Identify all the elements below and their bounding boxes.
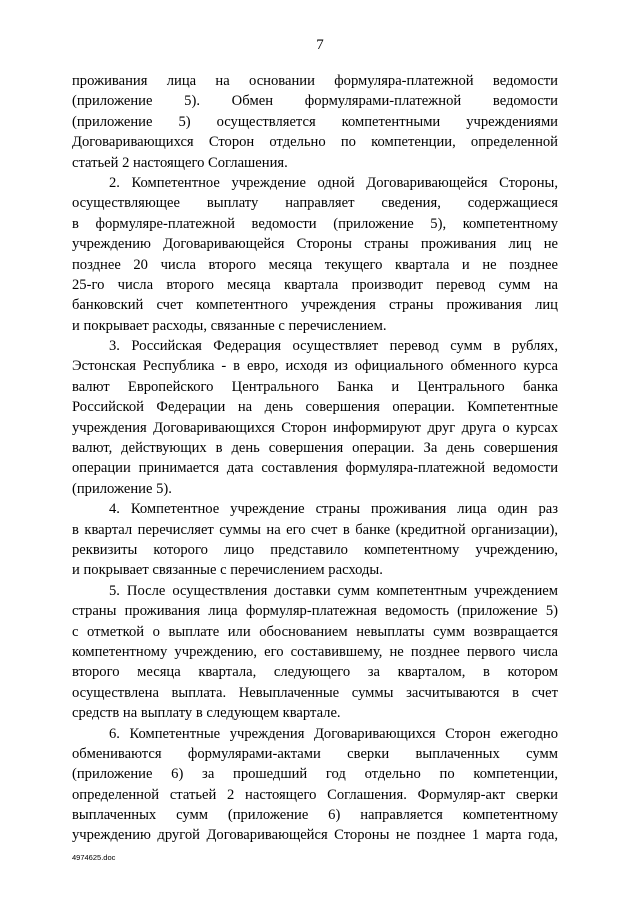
text-line: 4. Компетентное учреждение страны проживания лица один раз — [109, 501, 558, 518]
text-line: валют Европейского Центрального Банка и Центрального банка — [72, 378, 558, 395]
text-line: с отметкой о выплате или обоснованием невыплаты сумм возвращается — [72, 623, 558, 640]
text-line: проживания лица на основании формуляра-платежной ведомости — [72, 73, 558, 89]
text-line: выплаченных сумм (приложение 6) направляется компетентному — [72, 807, 558, 824]
text-line: компетентному учреждению, его составившему, не позднее первого числа — [72, 643, 558, 660]
text-line: осуществлена выплата. Невыплаченные суммы засчитываются в счет — [72, 684, 558, 701]
text-line: (приложение 6) за прошедший год отдельно по компетенции, — [72, 766, 558, 783]
text-line: учреждению Договаривающейся Стороны страны проживания лиц не — [72, 236, 558, 253]
paragraph — [72, 724, 558, 846]
text-line: 6. Компетентные учреждения Договаривающихся Сторон ежегодно — [109, 725, 558, 742]
text-line: осуществляющее выплату направляет сведения, содержащиеся — [72, 195, 558, 212]
text-line: (приложение 5) осуществляется компетентными учреждениями — [72, 113, 558, 130]
text-line: учреждения Договаривающихся Сторон информируют друг друга о курсах — [72, 419, 558, 436]
text-line: Договаривающихся Сторон отдельно по компетенции, определенной — [72, 134, 558, 151]
paragraph — [72, 499, 558, 581]
text-line: статьей 2 настоящего Соглашения. — [72, 154, 288, 171]
text-line: второго месяца квартала, следующего за кварталом, в котором — [72, 664, 558, 681]
paragraph — [72, 336, 558, 499]
text-line: (приложение 5). — [72, 480, 172, 497]
text-line: (приложение 5). Обмен формулярами-платежной ведомости — [72, 93, 558, 110]
text-line: учреждению другой Договаривающейся Стороны не позднее 1 марта года, — [72, 827, 558, 844]
paragraph — [72, 173, 558, 336]
text-line: 2. Компетентное учреждение одной Договаривающейся Стороны, — [109, 174, 558, 191]
document-body — [72, 71, 558, 846]
text-line: 3. Российская Федерация осуществляет перевод сумм в рублях, — [109, 338, 558, 355]
text-line: валют, действующих в день совершения операции. За день совершения — [72, 440, 558, 457]
paragraph — [72, 71, 558, 173]
page-number: 7 — [316, 37, 324, 53]
paragraph — [72, 581, 558, 724]
text-line: банковский счет компетентного учреждения страны проживания лиц — [72, 297, 558, 314]
text-line: реквизиты которого лицо представило компетентному учреждению, — [72, 541, 558, 558]
text-line: Российской Федерации на день совершения операции. Компетентные — [72, 399, 558, 416]
text-line: страны проживания лица формуляр-платежная ведомость (приложение 5) — [72, 603, 558, 620]
text-line: обмениваются формулярами-актами сверки выплаченных сумм — [72, 745, 558, 762]
text-line: и покрывает расходы, связанные с перечислением. — [72, 317, 387, 334]
text-line: и покрывает связанные с перечислением расходы. — [72, 562, 383, 579]
text-line: позднее 20 числа второго месяца текущего квартала и не позднее — [72, 256, 558, 273]
text-line: определенной статьей 2 настоящего Соглашения. Формуляр-акт сверки — [72, 786, 558, 803]
text-line: 25-го числа второго месяца квартала производит перевод сумм на — [72, 276, 558, 293]
text-line: Эстонская Республика - в евро, исходя из официального обменного курса — [72, 358, 558, 375]
text-line: в квартал перечисляет суммы на его счет в банке (кредитной организации), — [72, 521, 558, 538]
text-line: средств на выплату в следующем квартале. — [72, 705, 341, 722]
footer-filename: 4974625.doc — [72, 853, 116, 862]
text-line: в формуляре-платежной ведомости (приложение 5), компетентному — [72, 215, 558, 232]
text-line: 5. После осуществления доставки сумм компетентным учреждением — [109, 582, 558, 599]
text-line: операции принимается дата составления формуляра-платежной ведомости — [72, 460, 558, 477]
